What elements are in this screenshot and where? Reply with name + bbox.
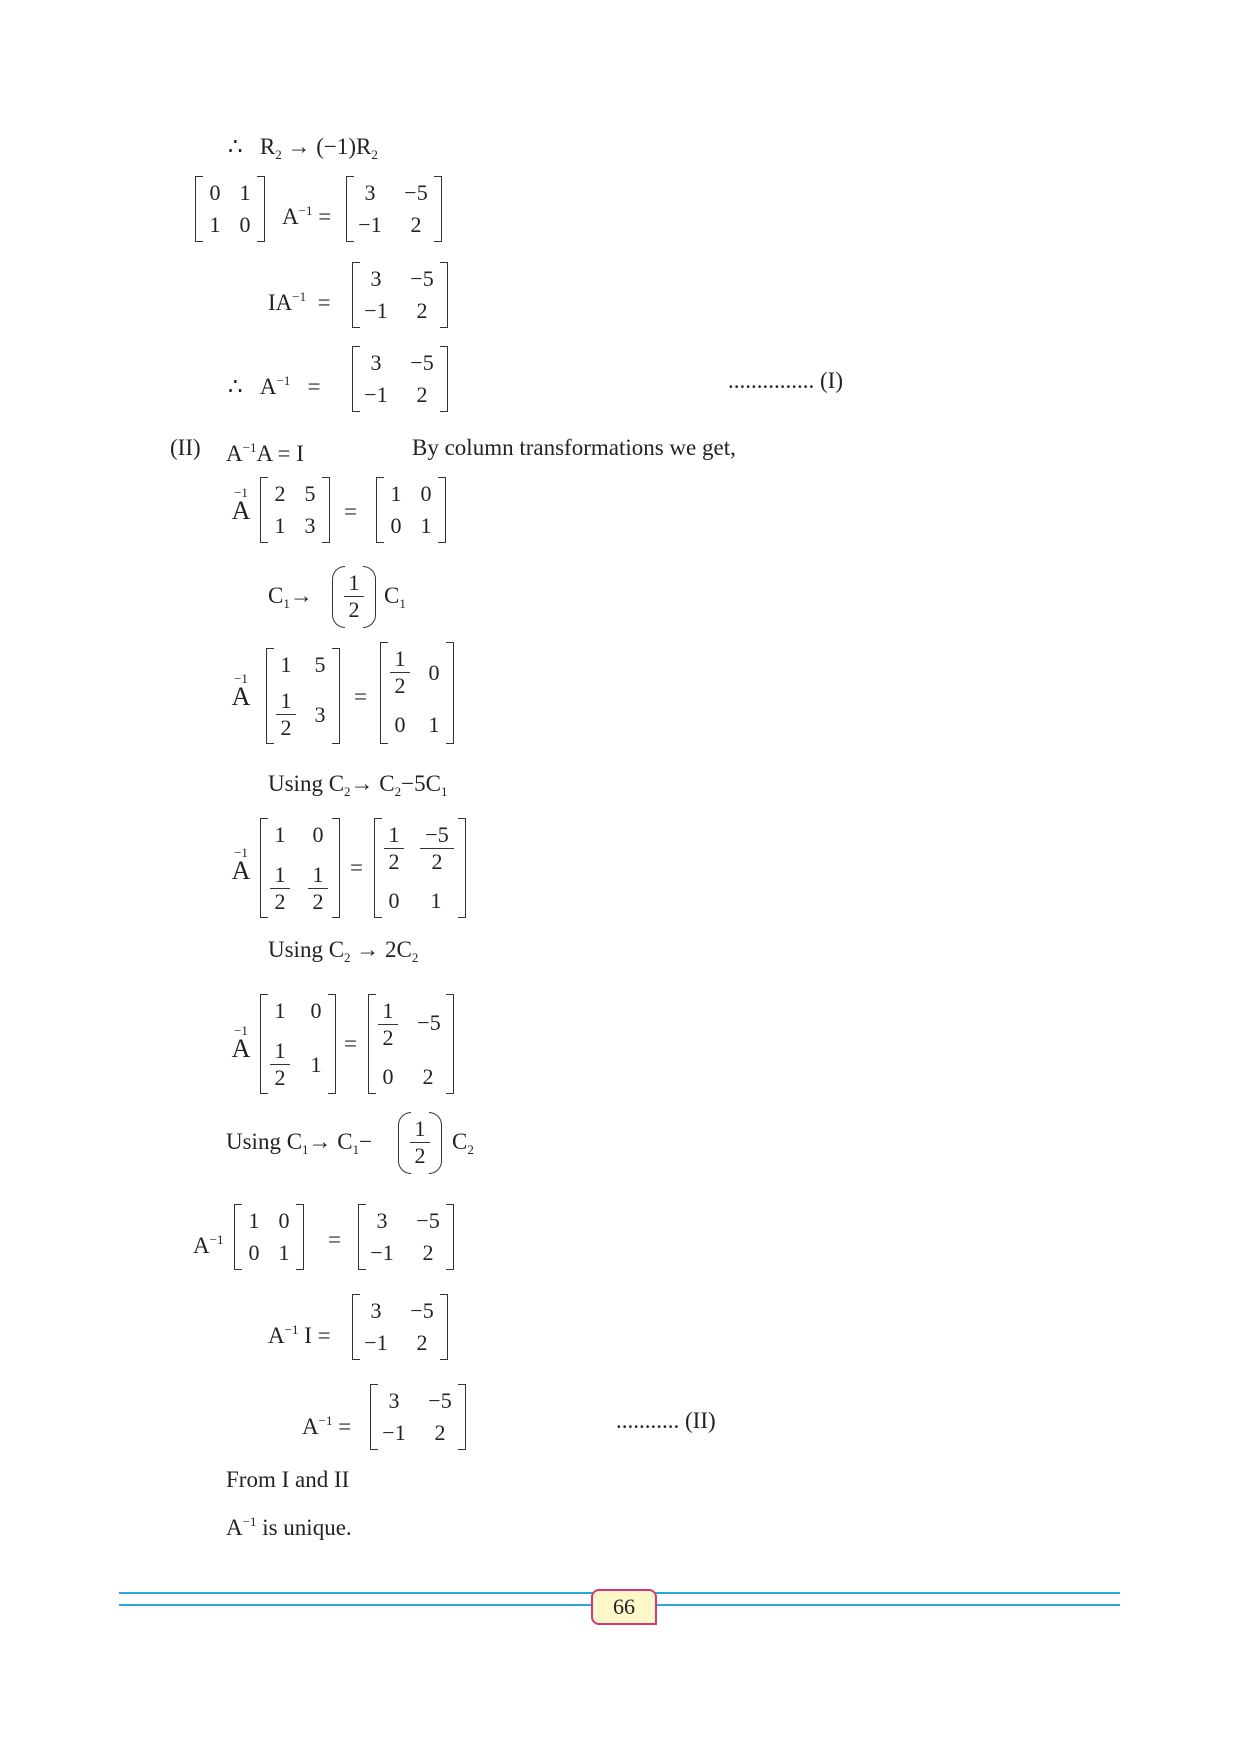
matrix-step-2-right: $\frac{1}{2}$ 0 0 1 — [380, 642, 454, 744]
page-number: 66 — [591, 1589, 657, 1625]
col-op-3: Using $C_2 \to 2C_2$ — [268, 937, 419, 965]
part-2-equation: $A^{-1}A = I$ — [226, 440, 304, 466]
equation-ref-1: ............... (I) — [728, 368, 843, 393]
matrix-identity: 1 0 0 1 — [234, 1204, 304, 1270]
ainv-symbol: −1 A — [231, 1023, 251, 1063]
matrix-step-4-right: $\frac{1}{2}$ −5 0 2 — [368, 994, 454, 1094]
col-op-1: $C_1\to$ — [268, 583, 313, 611]
ainv-identity-eq: $A^{-1}$ — [193, 1232, 224, 1258]
ainv-symbol: −1 A — [231, 845, 251, 885]
matrix-step-3: 1 0 $\frac{1}{2}$ $\frac{1}{2}$ — [260, 818, 340, 918]
matrix-result: 3 −5 −1 2 — [370, 1384, 466, 1450]
part-2-label: (II) — [170, 435, 201, 460]
matrix-result: 3 −5 −1 2 — [358, 1204, 454, 1270]
ainv-final-1: ∴ $A^{-1}$ = — [228, 373, 321, 399]
matrix-step-4: 1 0 $\frac{1}{2}$ 1 — [260, 994, 336, 1094]
col-op-2: Using $C_2\to C_2-5C_1$ — [268, 771, 448, 799]
matrix-original: 2 5 1 3 — [260, 477, 330, 543]
equation-ref-2: ........... (II) — [616, 1408, 716, 1433]
ainv-symbol: −1 A — [231, 671, 251, 711]
paren-fraction: $\frac{1}{2}$ — [332, 566, 376, 628]
conclusion-from: From I and II — [226, 1467, 350, 1492]
matrix-result: 3 −5 −1 2 — [346, 176, 442, 242]
col-op-4: Using $C_1\to C_1-$ — [226, 1129, 373, 1157]
matrix-swap: 0 1 1 0 — [195, 176, 265, 242]
row-op-line: ∴ $R_2 \to (-1)R_2$ — [228, 134, 378, 162]
ainv-final-2: $A^{-1}$ = — [302, 1413, 352, 1439]
matrix-step-3-right: $\frac{1}{2}$ $\frac{-5}{2}$ 0 1 — [374, 818, 466, 918]
ainv-eq: $A^{-1}$ = — [282, 203, 332, 229]
ainv-symbol: −1 A — [231, 485, 251, 525]
therefore-symbol: ∴ — [228, 134, 243, 159]
matrix-identity: 1 0 0 1 — [376, 477, 446, 543]
ia-inv-eq: $IA^{-1}$ = — [268, 289, 331, 315]
conclusion-unique: $A^{-1}$ is unique. — [226, 1514, 352, 1540]
paren-fraction: $\frac{1}{2}$ — [398, 1112, 442, 1174]
ainv-i-eq: $A^{-1}$ I = — [268, 1322, 331, 1348]
matrix-step-2: 1 5 $\frac{1}{2}$ 3 — [266, 648, 340, 744]
column-transform-text: By column transformations we get, — [412, 435, 736, 460]
matrix-result: 3 −5 −1 2 — [352, 262, 448, 328]
matrix-result: 3 −5 −1 2 — [352, 346, 448, 412]
matrix-result: 3 −5 −1 2 — [352, 1294, 448, 1360]
